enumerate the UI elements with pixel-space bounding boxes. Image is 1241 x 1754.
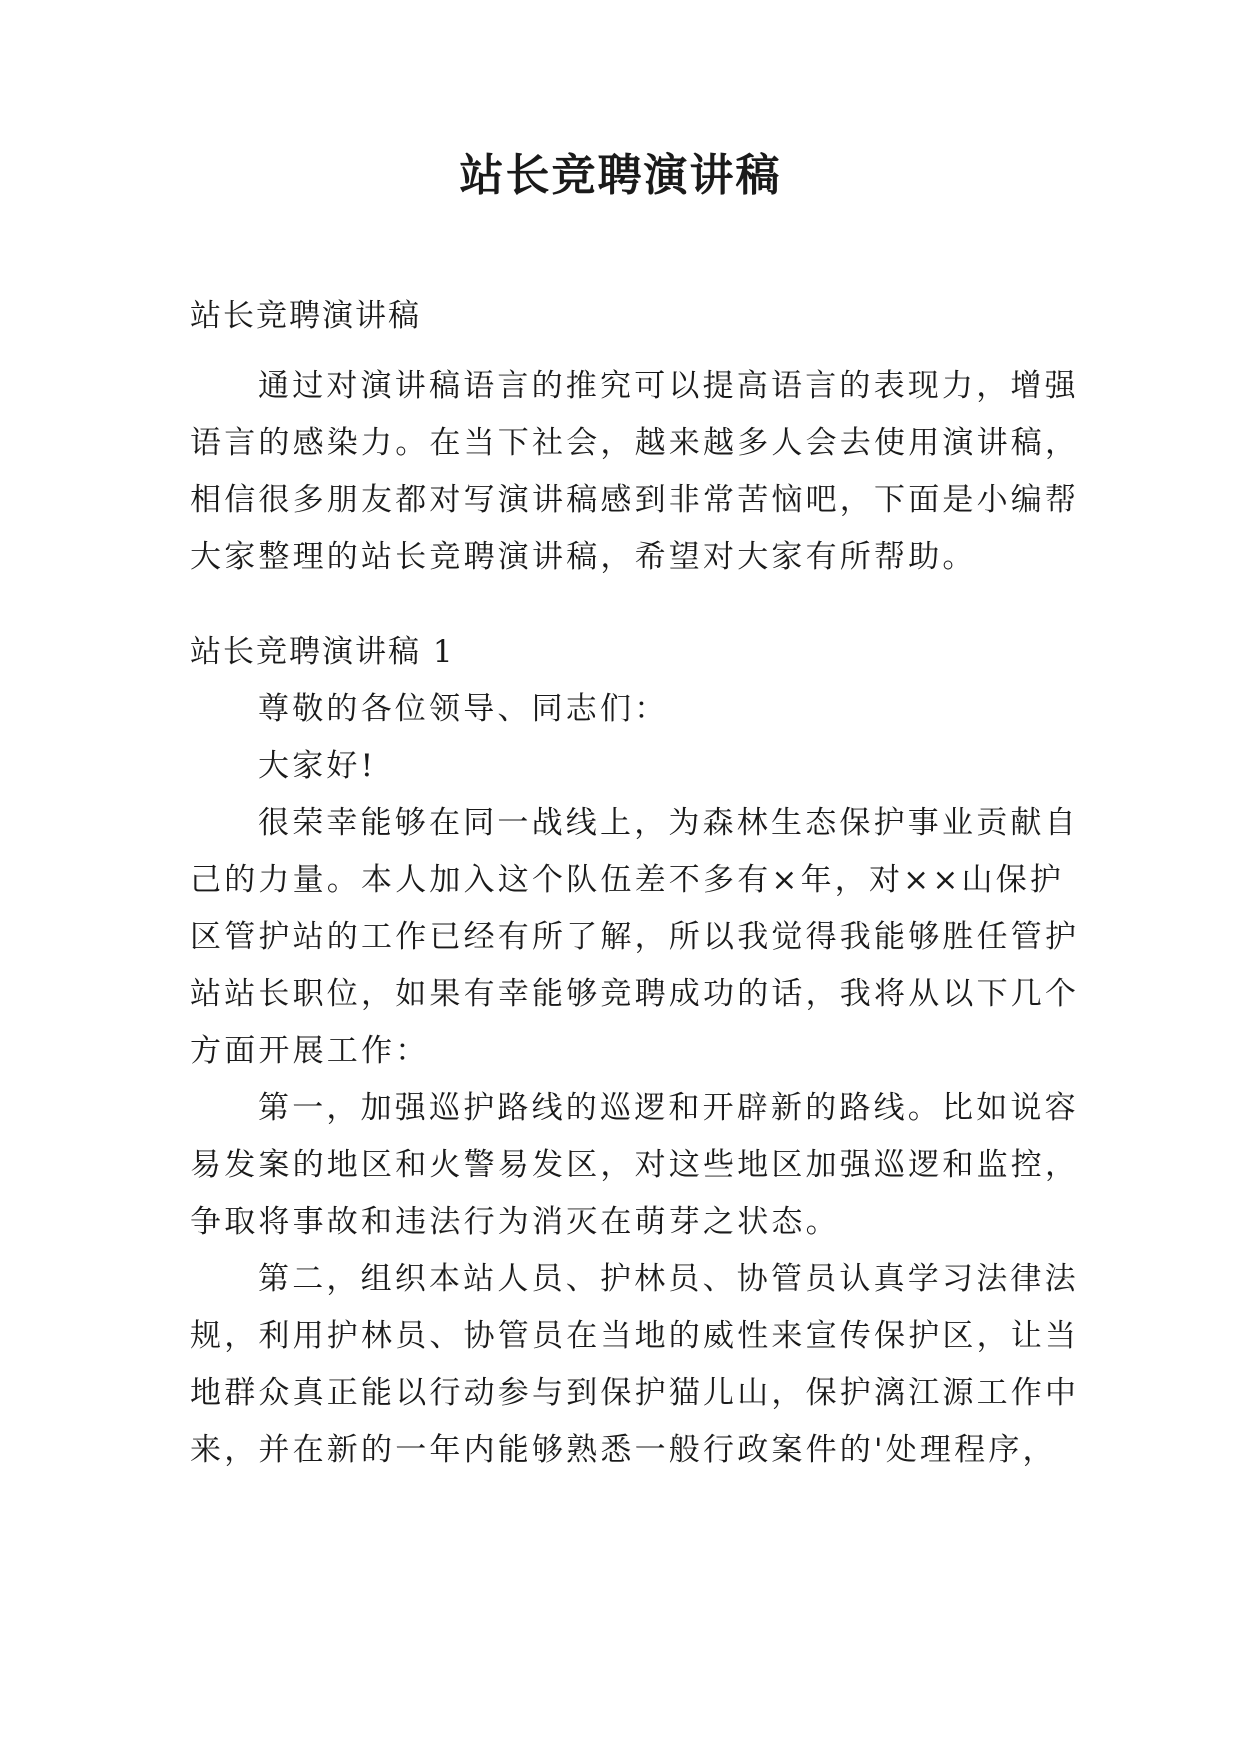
para3-line-3: 地群众真正能以行动参与到保护猫儿山，保护漓江源工作中 [190, 1375, 1080, 1411]
intro-line-1: 通过对演讲稿语言的推究可以提高语言的表现力，增强 [258, 368, 1079, 404]
para1-line-2: 己的力量。本人加入这个队伍差不多有×年，对××山保护 [190, 862, 1065, 898]
para1-line-5: 方面开展工作： [190, 1033, 430, 1069]
intro-line-4: 大家整理的站长竞聘演讲稿，希望对大家有所帮助。 [190, 539, 977, 575]
para3-line-4: 来，并在新的一年内能够熟悉一般行政案件的'处理程序， [190, 1432, 1057, 1468]
para2-line-1: 第一，加强巡护路线的巡逻和开辟新的路线。比如说容 [258, 1090, 1079, 1126]
document-title: 站长竞聘演讲稿 [459, 150, 782, 201]
para1-line-1: 很荣幸能够在同一战线上，为森林生态保护事业贡献自 [258, 805, 1079, 841]
intro-line-3: 相信很多朋友都对写演讲稿感到非常苦恼吧，下面是小编帮 [190, 482, 1080, 518]
para3-line-2: 规，利用护林员、协管员在当地的威性来宣传保护区，让当 [190, 1318, 1080, 1354]
para3-line-1: 第二，组织本站人员、护林员、协管员认真学习法律法 [258, 1261, 1079, 1297]
para2-line-2: 易发案的地区和火警易发区，对这些地区加强巡逻和监控， [190, 1147, 1080, 1183]
salutation: 尊敬的各位领导、同志们： [258, 691, 669, 727]
para1-line-3: 区管护站的工作已经有所了解，所以我觉得我能够胜任管护 [190, 919, 1080, 955]
greeting: 大家好! [258, 748, 377, 784]
para2-line-3: 争取将事故和违法行为消灭在萌芽之状态。 [190, 1204, 840, 1240]
para1-line-4: 站站长职位，如果有幸能够竞聘成功的话，我将从以下几个 [190, 976, 1080, 1012]
document-subtitle: 站长竞聘演讲稿 [190, 298, 421, 334]
section-heading: 站长竞聘演讲稿 1 [190, 634, 455, 670]
intro-line-2: 语言的感染力。在当下社会，越来越多人会去使用演讲稿， [190, 425, 1080, 461]
